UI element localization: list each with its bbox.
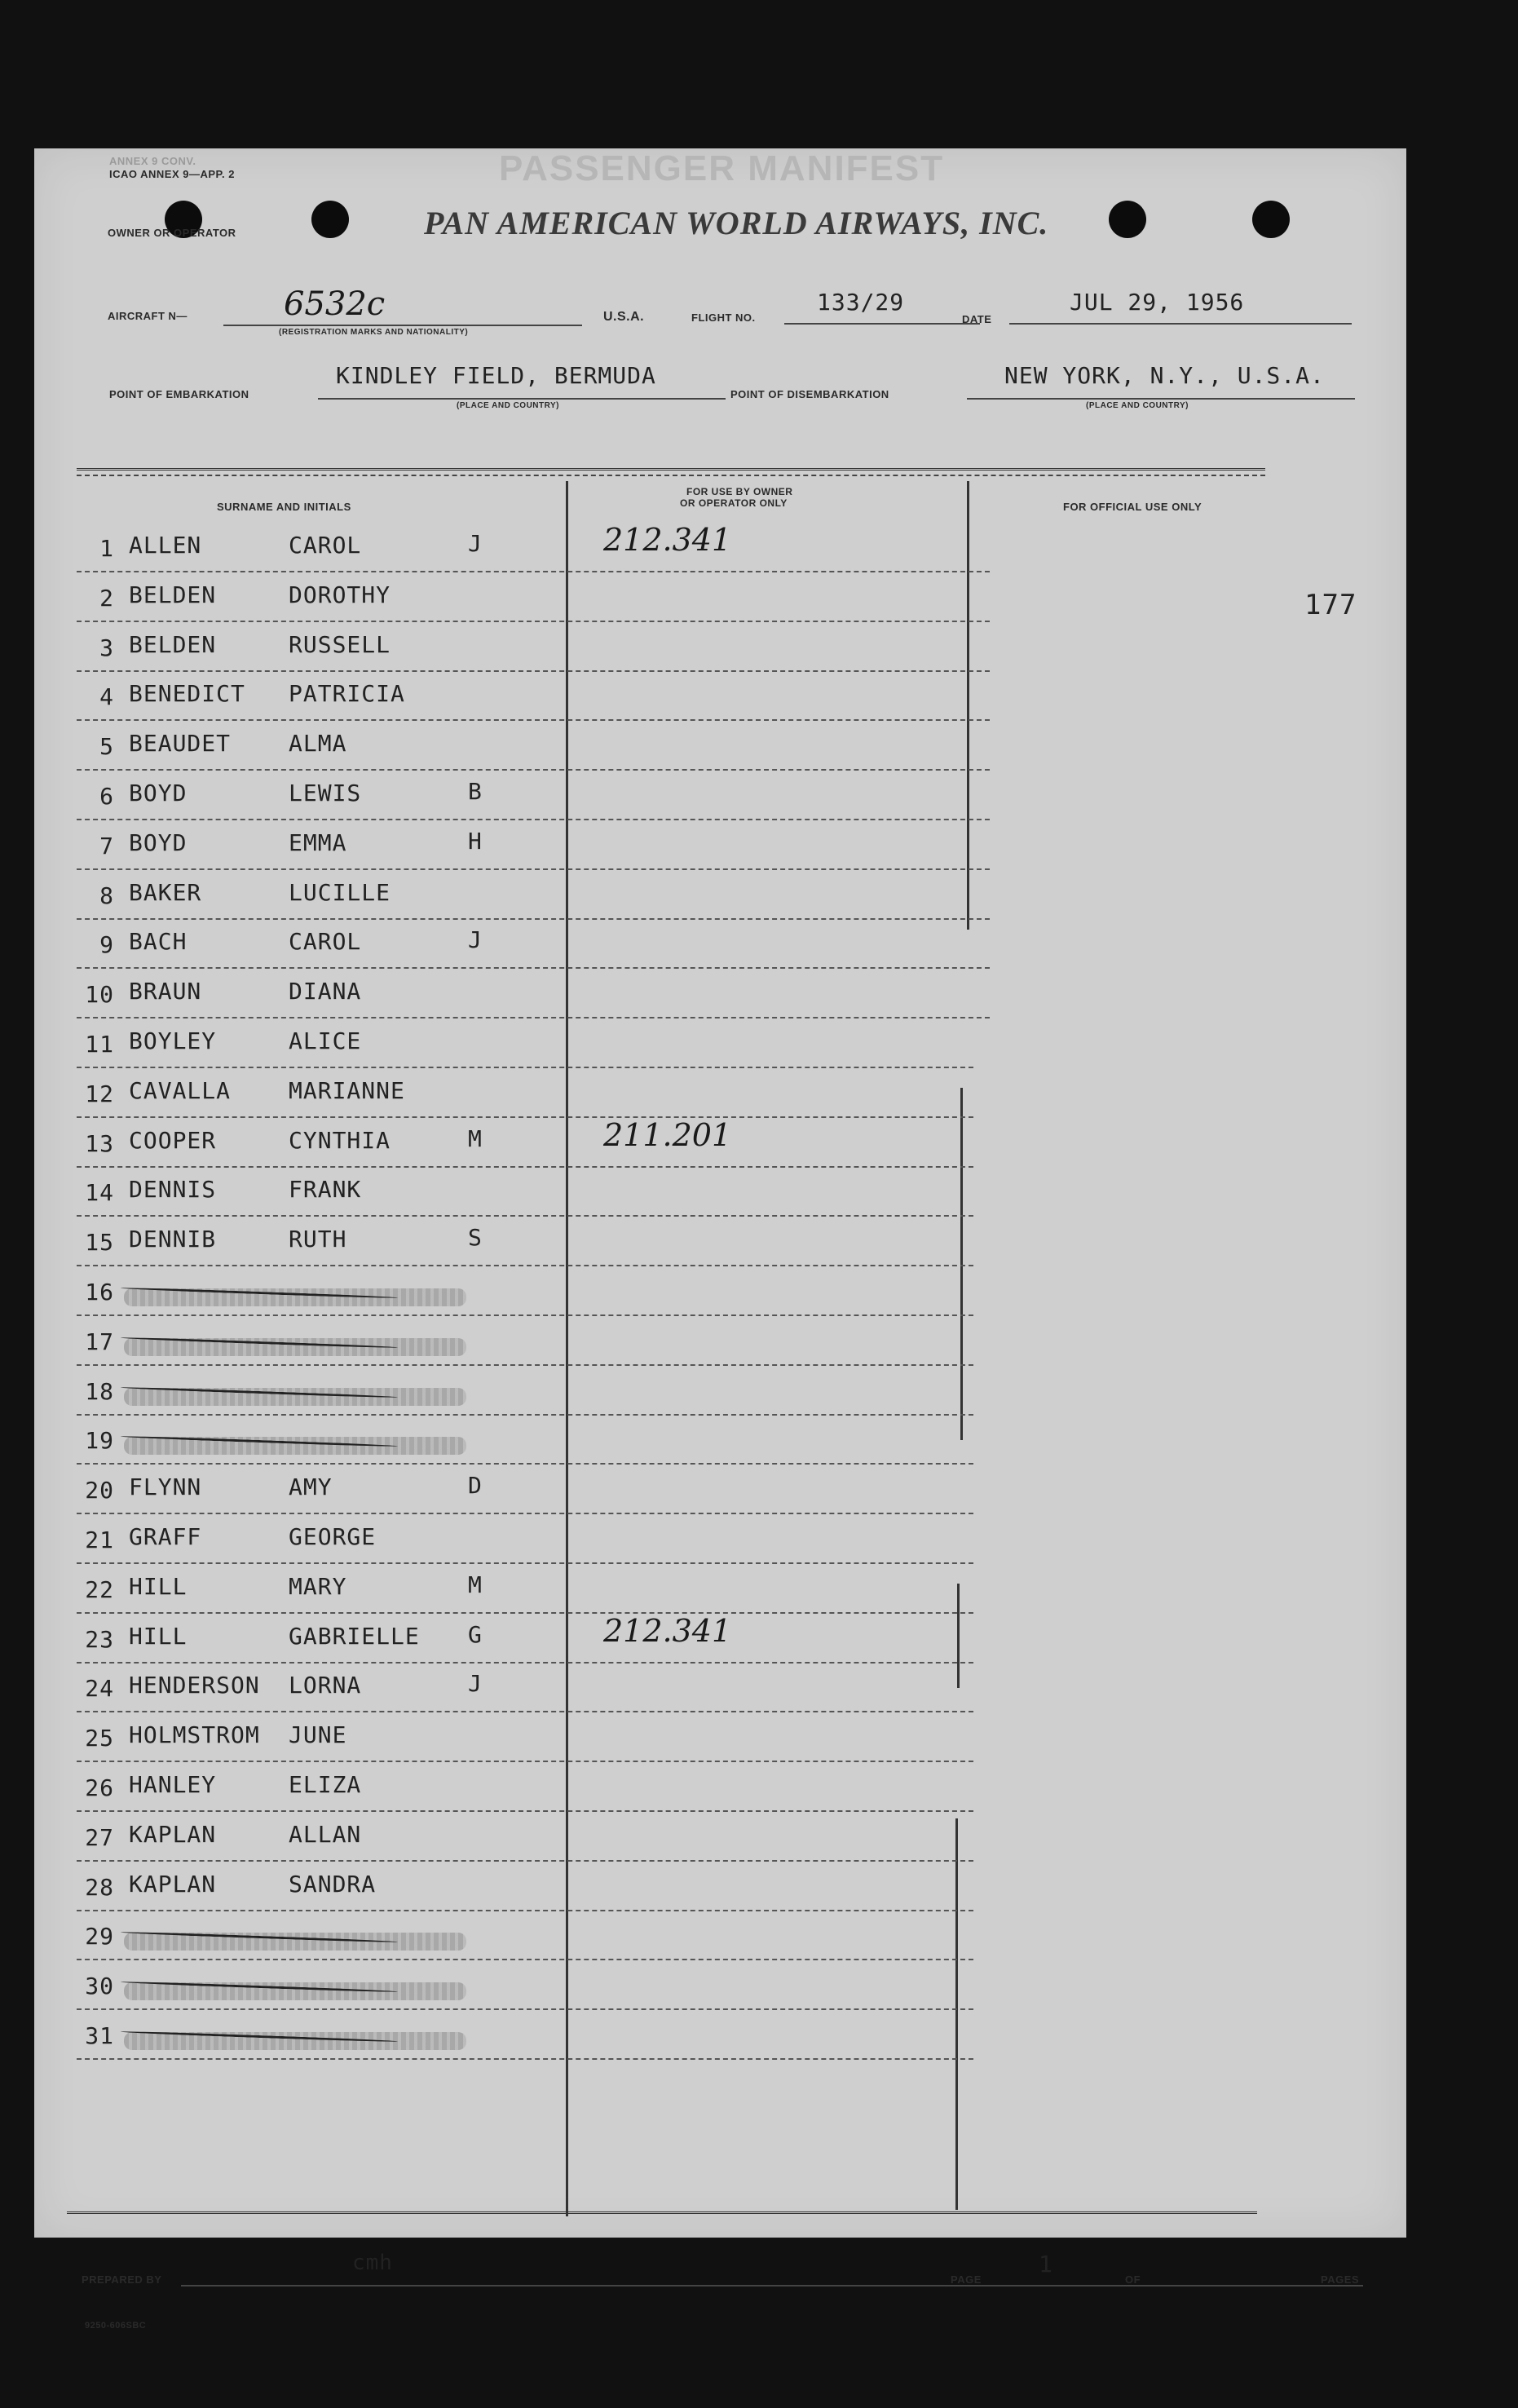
punch-hole-4: [1252, 201, 1290, 238]
passenger-initial: J: [468, 530, 483, 557]
row-number: 3: [99, 634, 114, 661]
passenger-surname: HILL: [129, 1572, 188, 1600]
table-row: [82, 623, 1304, 672]
table-row: [82, 1465, 1304, 1514]
embarkation-label: POINT OF EMBARKATION: [109, 388, 249, 400]
row-number: 1: [99, 535, 114, 562]
table-row: [82, 1862, 1304, 1911]
flight-number: 133/29: [817, 289, 905, 316]
table-row: [82, 573, 1304, 622]
page-number: 1: [1039, 2251, 1053, 2278]
flight-date: JUL 29, 1956: [1070, 289, 1245, 316]
passenger-initial: S: [468, 1224, 483, 1252]
pages-label: PAGES: [1321, 2273, 1360, 2286]
table-row: [82, 1217, 1304, 1266]
table-row: [82, 1713, 1304, 1762]
passenger-given-name: AMY: [289, 1474, 333, 1501]
passenger-given-name: LUCILLE: [289, 878, 391, 906]
row-number: 15: [85, 1229, 114, 1257]
table-row: [82, 1961, 1304, 2010]
passenger-surname: KAPLAN: [129, 1820, 217, 1848]
row-number: 20: [85, 1477, 114, 1504]
passenger-surname: COOPER: [129, 1126, 217, 1154]
disembarkation-value: NEW YORK, N.Y., U.S.A.: [1004, 362, 1325, 389]
passenger-given-name: JUNE: [289, 1721, 347, 1749]
table-row: [82, 1515, 1304, 1564]
row-number: 2: [99, 584, 114, 612]
punch-hole-2: [311, 201, 349, 238]
passenger-surname: HOLMSTROM: [129, 1721, 260, 1749]
passenger-surname: BENEDICT: [129, 680, 245, 708]
row-number: 6: [99, 783, 114, 810]
passenger-given-name: MARY: [289, 1572, 347, 1600]
passenger-initial: M: [468, 1571, 483, 1598]
punch-hole-3: [1109, 201, 1146, 238]
table-row: [82, 524, 1304, 572]
row-number: 17: [85, 1328, 114, 1355]
table-row: [82, 1317, 1304, 1366]
table-row: [82, 1069, 1304, 1118]
row-number: 10: [85, 981, 114, 1009]
passenger-initial: G: [468, 1620, 483, 1648]
passenger-initial: D: [468, 1472, 483, 1500]
table-row: [82, 1911, 1304, 1960]
column-header-name: SURNAME AND INITIALS: [217, 501, 351, 513]
form-code: 9250-606SBC: [85, 2321, 147, 2331]
table-row: [82, 1168, 1304, 1217]
passenger-given-name: PATRICIA: [289, 680, 405, 708]
passenger-initial: B: [468, 778, 483, 805]
page-title: PASSENGER MANIFEST: [499, 148, 945, 188]
passenger-given-name: MARIANNE: [289, 1076, 405, 1104]
passenger-given-name: SANDRA: [289, 1870, 377, 1898]
manifest-sheet: [34, 148, 1406, 2331]
column-header-operator-2: OR OPERATOR ONLY: [680, 497, 788, 509]
table-row: [82, 672, 1304, 721]
row-number: 5: [99, 733, 114, 761]
passenger-initial: J: [468, 1670, 483, 1698]
passenger-surname: BELDEN: [129, 581, 217, 608]
redacted-entry: [124, 1288, 466, 1306]
row-number: 29: [85, 1923, 114, 1951]
column-header-operator-1: FOR USE BY OWNER: [686, 486, 793, 497]
passenger-surname: BOYLEY: [129, 1027, 217, 1054]
row-number: 28: [85, 1873, 114, 1901]
row-number: 21: [85, 1527, 114, 1553]
passenger-given-name: DOROTHY: [289, 581, 391, 608]
row-number: 30: [85, 1973, 114, 2000]
row-number: 31: [85, 2022, 114, 2049]
passenger-initial: H: [468, 827, 483, 855]
table-row: [82, 1813, 1304, 1862]
passenger-surname: BEAUDET: [129, 730, 232, 758]
annex-line-2: ICAO ANNEX 9—APP. 2: [109, 168, 235, 180]
row-number: 13: [85, 1129, 114, 1157]
place-caption-1: (PLACE AND COUNTRY): [457, 401, 559, 410]
row-number: 9: [99, 931, 114, 959]
redacted-entry: [124, 2032, 466, 2050]
passenger-surname: ALLEN: [129, 532, 202, 559]
company-name: PAN AMERICAN WORLD AIRWAYS, INC.: [424, 205, 1049, 241]
row-number: 26: [85, 1774, 114, 1801]
table-row: [82, 1019, 1304, 1068]
passenger-surname: DENNIB: [129, 1226, 217, 1253]
passenger-given-name: GABRIELLE: [289, 1622, 420, 1650]
operator-code: 211.201: [603, 1116, 732, 1153]
passenger-surname: HILL: [129, 1622, 188, 1650]
passenger-given-name: EMMA: [289, 828, 347, 856]
passenger-given-name: ALICE: [289, 1027, 362, 1054]
passenger-surname: BACH: [129, 928, 188, 956]
embarkation-value: KINDLEY FIELD, BERMUDA: [336, 362, 656, 389]
redacted-entry: [124, 1437, 466, 1455]
passenger-given-name: GEORGE: [289, 1523, 377, 1550]
table-row: [82, 970, 1304, 1018]
aircraft-number: 6532c: [284, 285, 386, 323]
table-row: [82, 771, 1304, 820]
table-row: [82, 871, 1304, 920]
redacted-entry: [124, 1982, 466, 2000]
row-number: 12: [85, 1080, 114, 1107]
passenger-given-name: CAROL: [289, 928, 362, 956]
table-row: [82, 1367, 1304, 1416]
operator-code: 212.341: [603, 522, 732, 558]
redacted-entry: [124, 1933, 466, 1951]
date-label: DATE: [962, 313, 992, 325]
table-row: [82, 1565, 1304, 1614]
table-row: [82, 1664, 1304, 1712]
prepared-by-label: PREPARED BY: [82, 2273, 162, 2286]
row-number: 24: [85, 1675, 114, 1703]
passenger-given-name: DIANA: [289, 978, 362, 1005]
column-header-official: FOR OFFICIAL USE ONLY: [1063, 501, 1202, 513]
row-number: 16: [85, 1279, 114, 1306]
passenger-surname: BRAUN: [129, 978, 202, 1005]
row-number: 4: [99, 683, 114, 711]
table-row: [82, 821, 1304, 870]
disembarkation-label: POINT OF DISEMBARKATION: [730, 388, 889, 400]
row-number: 27: [85, 1823, 114, 1851]
passenger-surname: HENDERSON: [129, 1672, 260, 1699]
passenger-surname: BAKER: [129, 878, 202, 906]
passenger-given-name: ELIZA: [289, 1771, 362, 1798]
passenger-given-name: CAROL: [289, 532, 362, 559]
passenger-surname: GRAFF: [129, 1523, 202, 1550]
table-row: [82, 920, 1304, 969]
passenger-surname: KAPLAN: [129, 1870, 217, 1898]
row-number: 7: [99, 832, 114, 859]
passenger-surname: FLYNN: [129, 1474, 202, 1501]
row-number: 11: [85, 1031, 114, 1058]
passenger-surname: DENNIS: [129, 1176, 217, 1204]
passenger-given-name: FRANK: [289, 1176, 362, 1204]
row-number: 22: [85, 1575, 114, 1603]
registration-caption: (REGISTRATION MARKS AND NATIONALITY): [279, 328, 469, 337]
flight-label: FLIGHT NO.: [691, 311, 756, 324]
table-row: [82, 1116, 1304, 1168]
passenger-given-name: RUSSELL: [289, 630, 391, 658]
passenger-surname: CAVALLA: [129, 1076, 232, 1104]
passenger-given-name: CYNTHIA: [289, 1126, 391, 1154]
row-number: 8: [99, 881, 114, 909]
table-row: [82, 1763, 1304, 1812]
prepared-by-value: cmh: [352, 2251, 393, 2275]
annex-line-1: ANNEX 9 CONV.: [109, 155, 196, 167]
usa-label: U.S.A.: [603, 310, 645, 324]
passenger-given-name: ALLAN: [289, 1820, 362, 1848]
owner-label: OWNER OR OPERATOR: [108, 227, 236, 239]
row-number: 19: [85, 1427, 114, 1455]
page-label: PAGE: [951, 2273, 982, 2286]
aircraft-label: AIRCRAFT N—: [108, 310, 188, 322]
table-row: [82, 722, 1304, 771]
passenger-surname: BOYD: [129, 828, 188, 856]
passenger-surname: BOYD: [129, 780, 188, 806]
table-row: [82, 2011, 1304, 2060]
row-number: 23: [85, 1625, 114, 1653]
of-label: OF: [1125, 2273, 1141, 2286]
passenger-given-name: LEWIS: [289, 780, 362, 806]
operator-code: 212.341: [603, 1612, 732, 1649]
passenger-given-name: LORNA: [289, 1672, 362, 1699]
table-row: [82, 1416, 1304, 1465]
passenger-given-name: RUTH: [289, 1226, 347, 1253]
passenger-initial: J: [468, 926, 483, 954]
row-number: 14: [85, 1179, 114, 1207]
margin-note: 177: [1304, 589, 1357, 621]
table-row: [82, 1267, 1304, 1316]
passenger-given-name: ALMA: [289, 730, 347, 758]
passenger-surname: BELDEN: [129, 630, 217, 658]
passenger-surname: HANLEY: [129, 1771, 217, 1798]
table-row: [82, 1612, 1304, 1664]
place-caption-2: (PLACE AND COUNTRY): [1086, 401, 1189, 410]
row-number: 18: [85, 1377, 114, 1405]
row-number: 25: [85, 1725, 114, 1752]
passenger-initial: M: [468, 1124, 483, 1152]
